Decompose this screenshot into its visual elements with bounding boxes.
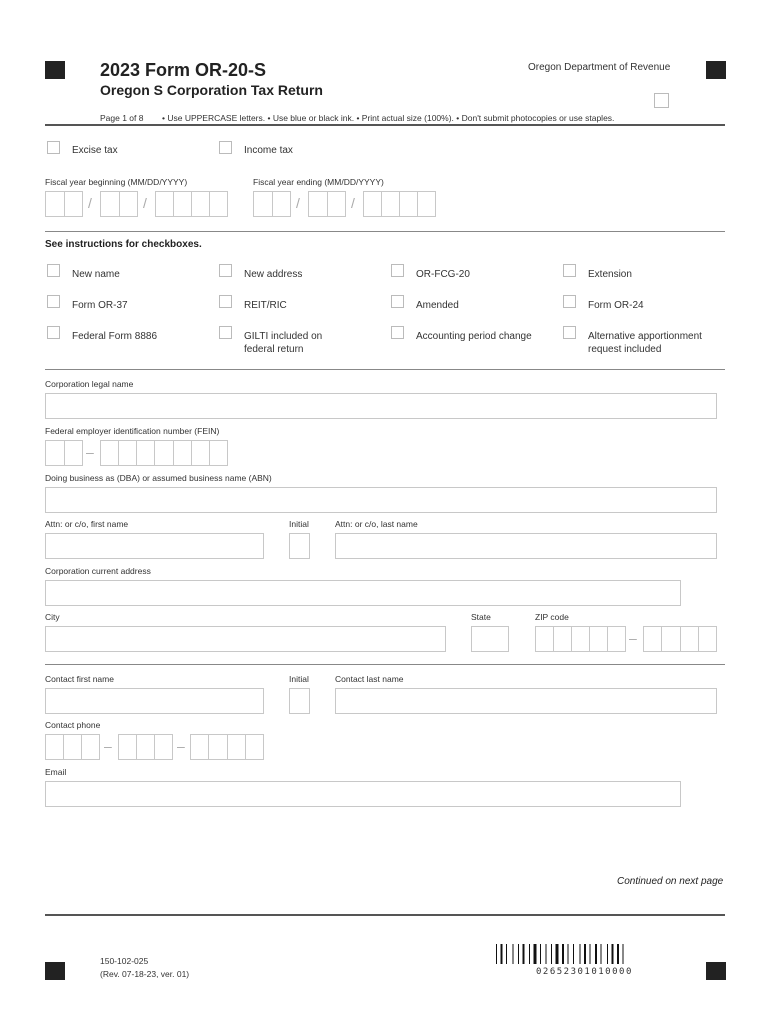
reit-checkbox[interactable]	[219, 295, 232, 308]
income-tax-checkbox[interactable]	[219, 141, 232, 154]
fein-prefix-field[interactable]	[45, 440, 83, 466]
header-checkbox[interactable]	[654, 93, 669, 108]
alt-apportionment-line2: request included	[588, 344, 662, 355]
phone-prefix-field[interactable]	[118, 734, 173, 760]
contact-initial-label: Initial	[289, 674, 309, 684]
contact-first-field[interactable]	[45, 688, 264, 714]
fiscal-begin-month[interactable]	[45, 191, 83, 217]
fiscal-begin-day[interactable]	[100, 191, 138, 217]
gilti-label-line2: federal return	[244, 344, 304, 355]
contact-last-field[interactable]	[335, 688, 717, 714]
extension-checkbox[interactable]	[563, 264, 576, 277]
contact-first-label: Contact first name	[45, 674, 114, 684]
attn-initial-field[interactable]	[289, 533, 310, 559]
phone-dash: –	[104, 738, 112, 754]
fein-dash: –	[86, 444, 94, 460]
divider	[45, 914, 725, 916]
state-label: State	[471, 612, 491, 622]
accounting-period-checkbox[interactable]	[391, 326, 404, 339]
print-instructions: • Use UPPERCASE letters. • Use blue or black ink. • Print actual size (100%). • Don't submit photocopies or use staples.	[162, 113, 615, 123]
fiscal-begin-label: Fiscal year beginning (MM/DD/YYYY)	[45, 177, 188, 187]
or-fcg-label: OR-FCG-20	[416, 269, 470, 280]
zip-dash: –	[629, 630, 637, 646]
email-label: Email	[45, 767, 67, 777]
date-separator: /	[296, 195, 300, 211]
city-label: City	[45, 612, 60, 622]
extension-label: Extension	[588, 269, 632, 280]
or-fcg-checkbox[interactable]	[391, 264, 404, 277]
fein-suffix-field[interactable]	[100, 440, 228, 466]
income-tax-label: Income tax	[244, 145, 293, 156]
form-number: 150-102-025	[100, 956, 149, 966]
alt-apportionment-line1: Alternative apportionment	[588, 331, 702, 342]
new-name-label: New name	[72, 269, 120, 280]
new-address-checkbox[interactable]	[219, 264, 232, 277]
barcode	[496, 944, 668, 964]
divider	[45, 124, 725, 126]
accounting-period-label: Accounting period change	[416, 331, 532, 342]
barcode-number: 02652301010000	[536, 967, 633, 977]
fiscal-end-day[interactable]	[308, 191, 346, 217]
form-subtitle: Oregon S Corporation Tax Return	[100, 82, 323, 98]
attn-first-field[interactable]	[45, 533, 264, 559]
gilti-label-line1: GILTI included on	[244, 331, 323, 342]
date-separator: /	[143, 195, 147, 211]
address-field[interactable]	[45, 580, 681, 606]
phone-area-field[interactable]	[45, 734, 100, 760]
divider	[45, 231, 725, 232]
contact-last-label: Contact last name	[335, 674, 404, 684]
email-field[interactable]	[45, 781, 681, 807]
amended-checkbox[interactable]	[391, 295, 404, 308]
fiscal-end-year[interactable]	[363, 191, 436, 217]
form-title: 2023 Form OR-20-S	[100, 60, 267, 80]
fed-8886-label: Federal Form 8886	[72, 331, 158, 342]
legal-name-label: Corporation legal name	[45, 379, 134, 389]
zip-plus4-field[interactable]	[643, 626, 717, 652]
zip-label: ZIP code	[535, 612, 569, 622]
contact-initial-field[interactable]	[289, 688, 310, 714]
gilti-checkbox[interactable]	[219, 326, 232, 339]
fed-8886-checkbox[interactable]	[47, 326, 60, 339]
dba-label: Doing business as (DBA) or assumed business name (ABN)	[45, 473, 272, 483]
amended-label: Amended	[416, 300, 459, 311]
page-number: Page 1 of 8	[100, 113, 144, 123]
form-or24-checkbox[interactable]	[563, 295, 576, 308]
excise-tax-label: Excise tax	[72, 145, 118, 156]
attn-last-label: Attn: or c/o, last name	[335, 519, 418, 529]
new-address-label: New address	[244, 269, 303, 280]
date-separator: /	[88, 195, 92, 211]
legal-name-field[interactable]	[45, 393, 717, 419]
city-field[interactable]	[45, 626, 446, 652]
new-name-checkbox[interactable]	[47, 264, 60, 277]
fiscal-end-month[interactable]	[253, 191, 291, 217]
state-field[interactable]	[471, 626, 509, 652]
attn-last-field[interactable]	[335, 533, 717, 559]
agency-name: Oregon Department of Revenue	[528, 62, 671, 73]
divider	[45, 664, 725, 665]
fiscal-begin-year[interactable]	[155, 191, 228, 217]
phone-dash: –	[177, 738, 185, 754]
phone-label: Contact phone	[45, 720, 101, 730]
divider	[45, 369, 725, 370]
excise-tax-checkbox[interactable]	[47, 141, 60, 154]
form-or37-checkbox[interactable]	[47, 295, 60, 308]
fiscal-end-label: Fiscal year ending (MM/DD/YYYY)	[253, 177, 384, 187]
continued-note: Continued on next page	[617, 876, 724, 887]
zip-field[interactable]	[535, 626, 626, 652]
dba-field[interactable]	[45, 487, 717, 513]
revision-note: (Rev. 07-18-23, ver. 01)	[100, 969, 190, 979]
checkbox-heading: See instructions for checkboxes.	[45, 239, 202, 250]
form-or24-label: Form OR-24	[588, 300, 644, 311]
attn-initial-label: Initial	[289, 519, 309, 529]
attn-first-label: Attn: or c/o, first name	[45, 519, 129, 529]
date-separator: /	[351, 195, 355, 211]
reit-label: REIT/RIC	[244, 300, 287, 311]
alt-apportionment-checkbox[interactable]	[563, 326, 576, 339]
fein-label: Federal employer identification number (FEIN)	[45, 426, 220, 436]
address-label: Corporation current address	[45, 566, 151, 576]
form-or37-label: Form OR-37	[72, 300, 128, 311]
phone-line-field[interactable]	[190, 734, 264, 760]
registration-mark-top-right	[706, 61, 726, 79]
registration-mark-bottom-left	[45, 962, 65, 980]
registration-mark-top-left	[45, 61, 65, 79]
registration-mark-bottom-right	[706, 962, 726, 980]
